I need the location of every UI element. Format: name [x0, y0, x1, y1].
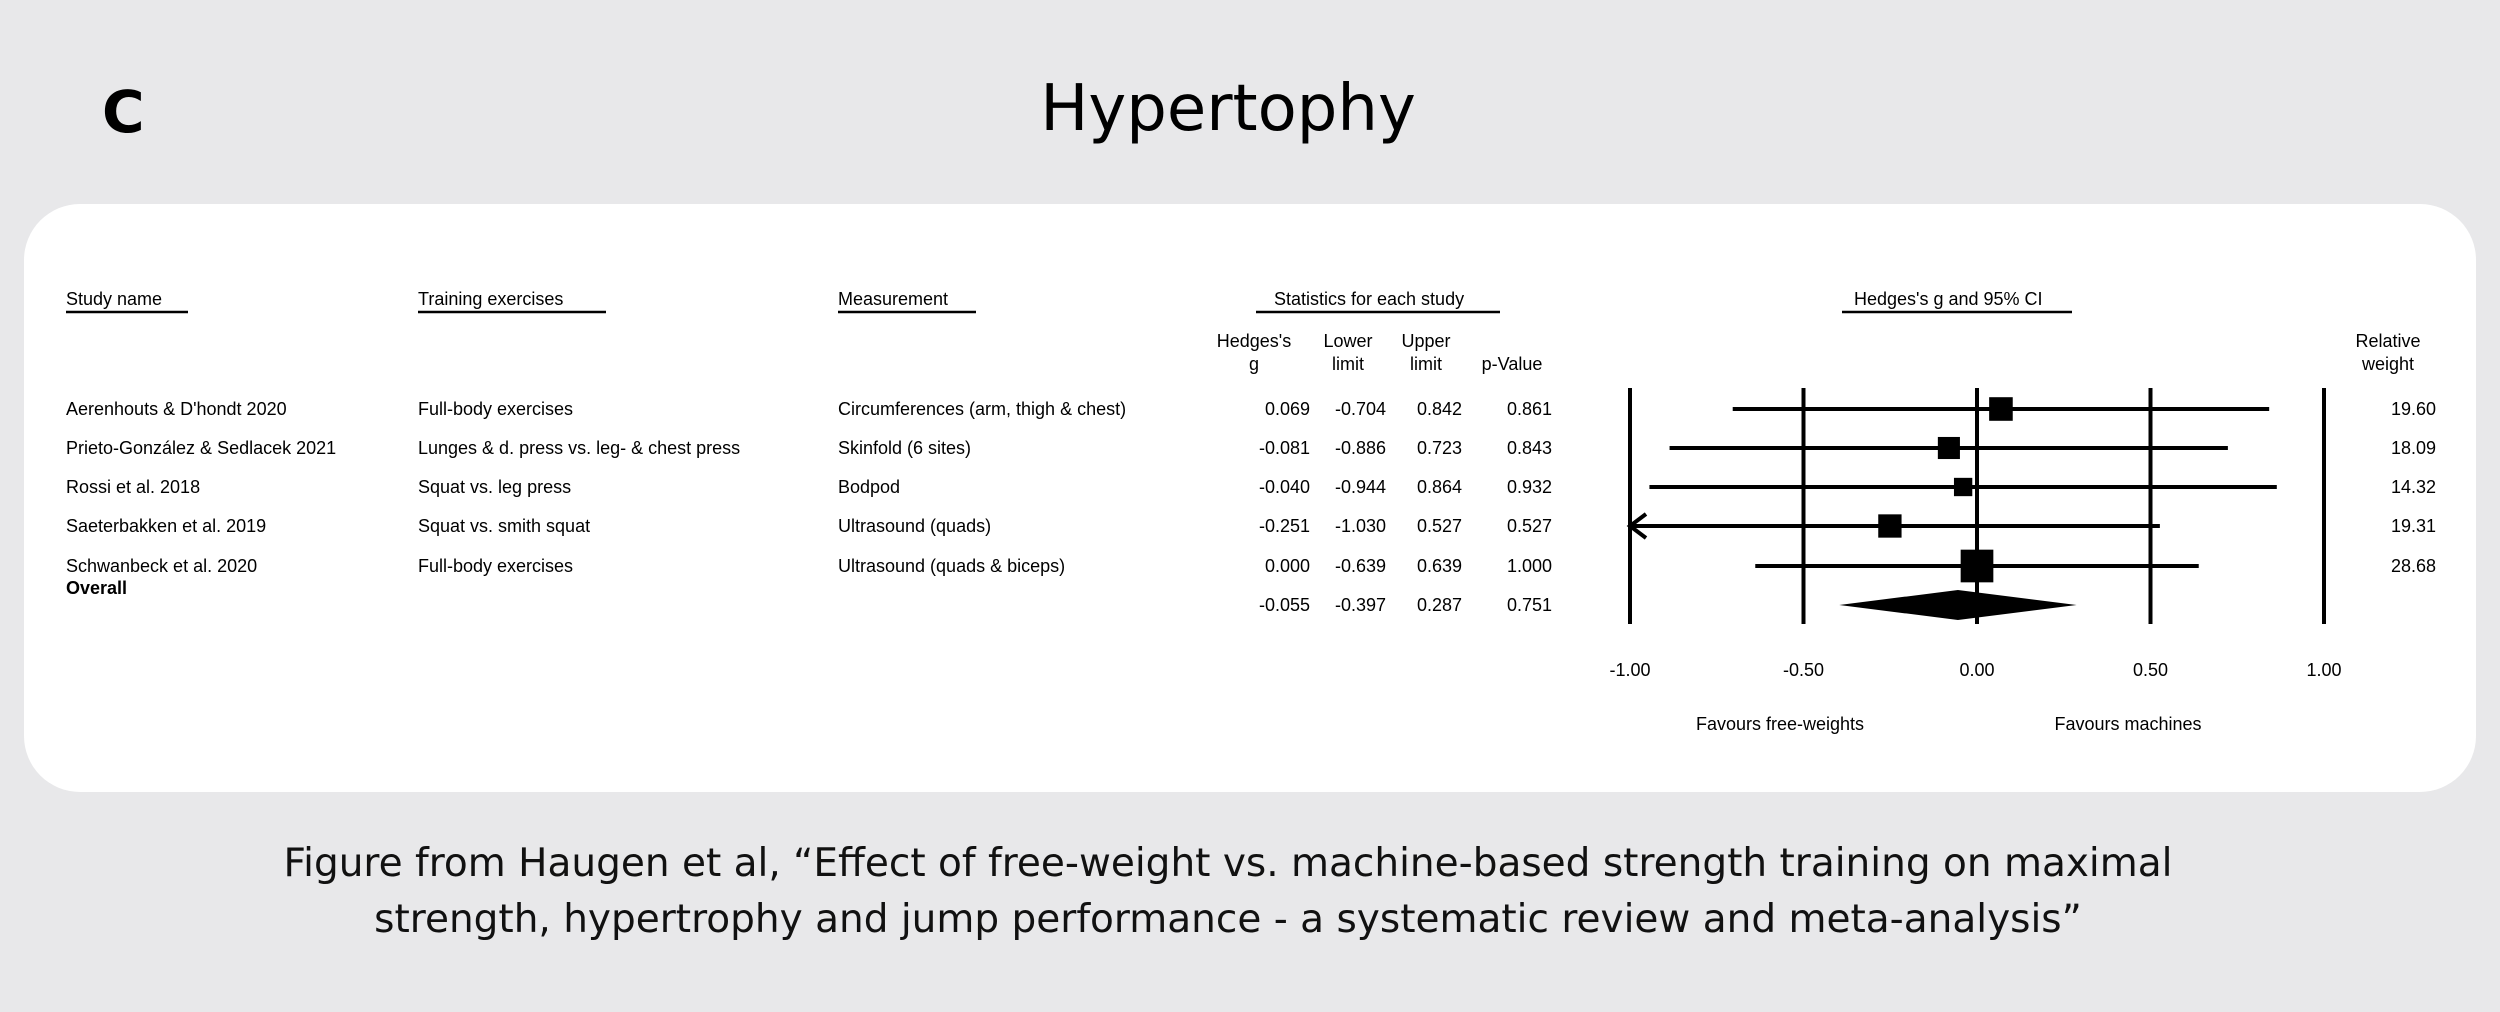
header-weight-line1: Relative — [2355, 331, 2421, 351]
row-lower-limit: -0.886 — [1334, 438, 1386, 458]
header-stats-group: Statistics for each study — [1274, 289, 1465, 309]
header-pvalue: p-Value — [1481, 354, 1543, 374]
x-tick-label: 0.50 — [2132, 660, 2169, 680]
row-upper-limit: 0.639 — [1416, 556, 1462, 576]
row-upper-limit: 0.723 — [1416, 438, 1462, 458]
row-measurement: Ultrasound (quads) — [838, 516, 992, 536]
x-tick-label: -0.50 — [1782, 660, 1825, 680]
row-relative-weight: 19.31 — [2390, 516, 2436, 536]
row-measurement: Skinfold (6 sites) — [838, 438, 972, 458]
chart-title: Hypertophy — [1040, 72, 1416, 146]
row-p-value: 1.000 — [1506, 556, 1552, 576]
header-hedges-line1: Hedges's — [1216, 331, 1292, 351]
row-hedges-g: 0.000 — [1264, 556, 1310, 576]
figure-caption — [0, 836, 2456, 948]
point-estimate — [1961, 550, 1994, 583]
row-exercises: Squat vs. smith squat — [418, 516, 591, 536]
point-estimate — [1989, 397, 2013, 421]
row-lower-limit: -0.639 — [1334, 556, 1386, 576]
forest-plot — [24, 204, 2476, 792]
row-hedges-g: -0.040 — [1258, 477, 1310, 497]
header-measurement: Measurement — [838, 289, 949, 309]
row-hedges-g: -0.081 — [1258, 438, 1310, 458]
caption-line-1: Figure from Haugen et al, “Effect of free-weight vs. machine-based strength training on maximal — [283, 841, 2173, 886]
row-upper-limit: 0.527 — [1416, 516, 1462, 536]
row-measurement: Circumferences (arm, thigh & chest) — [838, 399, 1127, 419]
row-study-name: Saeterbakken et al. 2019 — [66, 516, 267, 536]
row-p-value: 0.527 — [1506, 516, 1552, 536]
row-hedges-g: -0.251 — [1258, 516, 1310, 536]
header-ci-group: Hedges's g and 95% CI — [1854, 289, 2043, 309]
overall-p-value: 0.751 — [1506, 595, 1552, 615]
x-tick-label: -1.00 — [1609, 660, 1651, 680]
point-estimate — [1878, 514, 1901, 537]
header-upper-line1: Upper — [1401, 331, 1451, 351]
row-lower-limit: -1.030 — [1334, 516, 1386, 536]
header-lower-line2: limit — [1332, 354, 1364, 374]
header-upper-line2: limit — [1410, 354, 1442, 374]
overall-label: Overall — [66, 578, 128, 598]
point-estimate — [1938, 437, 1960, 459]
header-weight-line2: weight — [2361, 354, 2415, 374]
row-p-value: 0.932 — [1506, 477, 1552, 497]
row-measurement: Ultrasound (quads & biceps) — [838, 556, 1066, 576]
header-study-name: Study name — [66, 289, 163, 309]
caption-line-2: strength, hypertrophy and jump performance - a systematic review and meta-analysis” — [374, 897, 2082, 942]
x-tick-label: 0.00 — [1959, 660, 1995, 680]
row-relative-weight: 19.60 — [2390, 399, 2436, 419]
overall-upper-limit: 0.287 — [1416, 595, 1462, 615]
point-estimate — [1954, 478, 1972, 496]
row-relative-weight: 14.32 — [2390, 477, 2436, 497]
row-exercises: Squat vs. leg press — [418, 477, 572, 497]
row-hedges-g: 0.069 — [1264, 399, 1310, 419]
row-relative-weight: 28.68 — [2390, 556, 2436, 576]
forest-plot-area — [1609, 388, 2341, 680]
row-exercises: Full-body exercises — [418, 556, 574, 576]
overall-lower-limit: -0.397 — [1334, 595, 1386, 615]
x-tick-label: 1.00 — [2306, 660, 2342, 680]
row-p-value: 0.843 — [1506, 438, 1552, 458]
row-lower-limit: -0.704 — [1334, 399, 1386, 419]
row-upper-limit: 0.864 — [1416, 477, 1462, 497]
row-upper-limit: 0.842 — [1416, 399, 1462, 419]
row-study-name: Aerenhouts & D'hondt 2020 — [66, 399, 287, 419]
row-measurement: Bodpod — [838, 477, 901, 497]
favours-left-label: Favours free-weights — [1695, 714, 1865, 734]
forest-plot-card — [24, 204, 2476, 792]
header-training-exercises: Training exercises — [418, 289, 564, 309]
panel-letter: C — [102, 78, 145, 146]
row-exercises: Lunges & d. press vs. leg- & chest press — [418, 438, 741, 458]
row-p-value: 0.861 — [1506, 399, 1552, 419]
row-lower-limit: -0.944 — [1334, 477, 1386, 497]
row-study-name: Rossi et al. 2018 — [66, 477, 201, 497]
row-relative-weight: 18.09 — [2390, 438, 2436, 458]
header-lower-line1: Lower — [1323, 331, 1373, 351]
overall-diamond — [1839, 590, 2076, 620]
header-hedges-line2: g — [1248, 354, 1260, 374]
favours-right-label: Favours machines — [2054, 714, 2202, 734]
row-study-name: Schwanbeck et al. 2020 — [66, 556, 258, 576]
row-exercises: Full-body exercises — [418, 399, 574, 419]
row-study-name: Prieto-González & Sedlacek 2021 — [66, 438, 337, 458]
overall-row — [66, 578, 1552, 615]
overall-hedges-g: -0.055 — [1258, 595, 1310, 615]
